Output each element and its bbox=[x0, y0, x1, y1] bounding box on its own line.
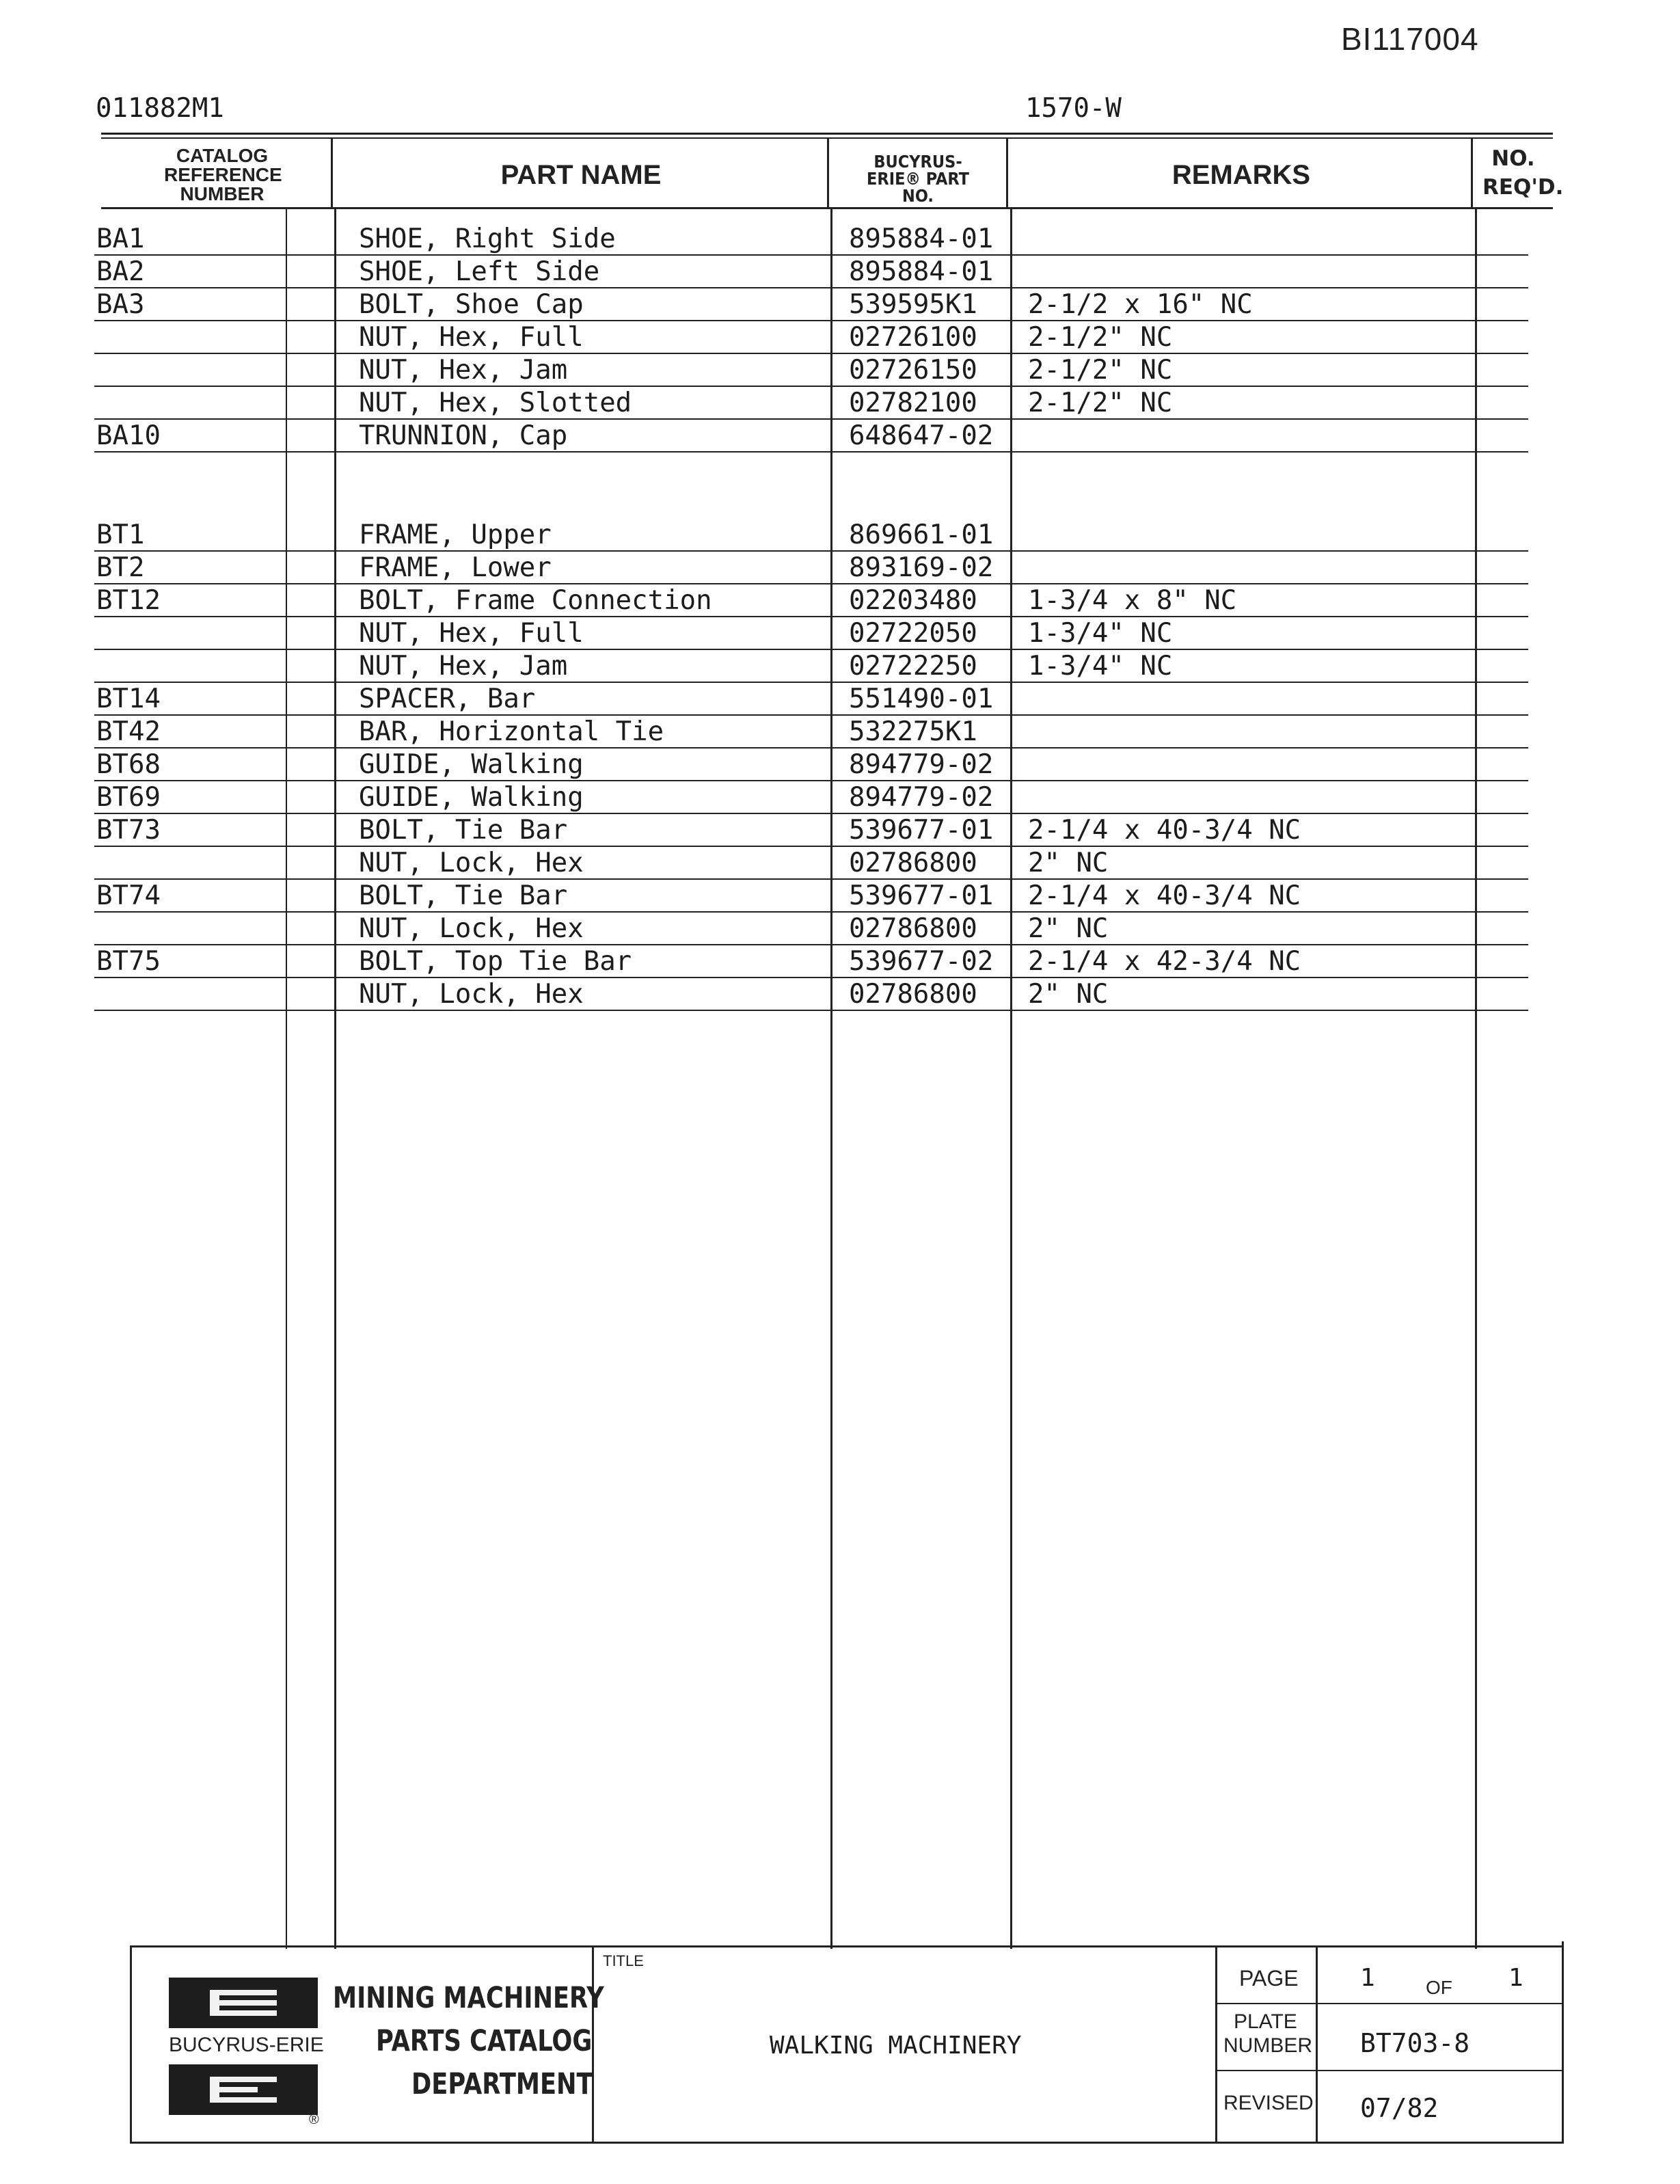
row-ref: BT68 bbox=[96, 749, 161, 780]
table-row-rule bbox=[94, 451, 1528, 453]
row-name: BOLT, Top Tie Bar bbox=[359, 946, 632, 977]
row-name: BOLT, Shoe Cap bbox=[359, 289, 584, 320]
row-remarks: 2-1/2" NC bbox=[1028, 388, 1173, 418]
header-divider-1 bbox=[331, 139, 333, 207]
row-remarks: 2-1/2" NC bbox=[1028, 355, 1173, 386]
row-name: SHOE, Right Side bbox=[359, 224, 616, 254]
row-name: FRAME, Upper bbox=[359, 520, 552, 550]
table-row-rule bbox=[94, 977, 1528, 978]
row-name: SHOE, Left Side bbox=[359, 256, 600, 287]
header-qty-label: NO. REQ'D. bbox=[1482, 146, 1564, 200]
registered-mark: ® bbox=[309, 2112, 319, 2127]
row-part: 539677-01 bbox=[849, 880, 994, 911]
row-name: TRUNNION, Cap bbox=[359, 420, 568, 451]
row-part: 895884-01 bbox=[849, 224, 994, 254]
row-part: 539677-01 bbox=[849, 815, 994, 846]
row-part: 02786800 bbox=[849, 979, 977, 1010]
table-row-rule bbox=[94, 550, 1528, 552]
row-name: BOLT, Tie Bar bbox=[359, 880, 568, 911]
plate-number: BT703-8 bbox=[1360, 2028, 1470, 2058]
row-ref: BT1 bbox=[96, 520, 145, 550]
table-row-rule bbox=[94, 911, 1528, 913]
row-ref: BA3 bbox=[96, 289, 145, 320]
header-catalog-ref-label: CATALOG REFERENCE NUMBER bbox=[164, 145, 282, 204]
logo-bar-5 bbox=[210, 2077, 277, 2082]
title-block-top bbox=[130, 1945, 1564, 1947]
title-block-right bbox=[1562, 1941, 1564, 2144]
table-row-rule bbox=[94, 846, 1528, 847]
row-part: 02786800 bbox=[849, 913, 977, 944]
title-block-div-1 bbox=[592, 1945, 594, 2144]
row-ref: BA10 bbox=[96, 420, 161, 451]
row-part: 894779-02 bbox=[849, 782, 994, 813]
bucyrus-erie-logo-top bbox=[169, 1978, 318, 2028]
header-remarks: REMARKS bbox=[1171, 160, 1311, 190]
row-remarks: 2-1/2 x 16" NC bbox=[1028, 289, 1253, 320]
col-line-part bbox=[830, 209, 832, 1949]
row-name: NUT, Hex, Slotted bbox=[359, 388, 632, 418]
row-name: NUT, Hex, Full bbox=[359, 322, 584, 353]
table-row-rule bbox=[94, 780, 1528, 781]
row-name: BOLT, Frame Connection bbox=[359, 585, 712, 616]
table-row-rule bbox=[94, 682, 1528, 683]
row-name: NUT, Hex, Full bbox=[359, 618, 584, 649]
header-bottom-rule bbox=[101, 207, 1553, 209]
table-row-rule bbox=[94, 944, 1528, 945]
page-number: 1 bbox=[1360, 1964, 1375, 1992]
bucyrus-erie-logo-bottom bbox=[169, 2064, 318, 2115]
row-part: 02203480 bbox=[849, 585, 977, 616]
col-line-ref bbox=[286, 209, 287, 1949]
header-divider-4 bbox=[1471, 139, 1473, 207]
dept-line-1: MINING MACHINERY bbox=[333, 1981, 604, 2015]
row-part: 02786800 bbox=[849, 848, 977, 878]
header-divider-3 bbox=[1006, 139, 1008, 207]
row-part: 02722050 bbox=[849, 618, 977, 649]
logo-bar-1 bbox=[210, 1990, 277, 1995]
row-name: NUT, Lock, Hex bbox=[359, 848, 584, 878]
row-name: NUT, Lock, Hex bbox=[359, 913, 584, 944]
header-qty bbox=[1472, 145, 1564, 202]
row-part: 551490-01 bbox=[849, 684, 994, 714]
col-line-name bbox=[334, 209, 336, 1949]
row-remarks: 1-3/4" NC bbox=[1028, 618, 1173, 649]
table-row-rule bbox=[94, 287, 1528, 288]
title-block-div-3 bbox=[1316, 1945, 1318, 2144]
revised-date: 07/82 bbox=[1360, 2093, 1439, 2123]
title-block-row-1 bbox=[1215, 2003, 1564, 2004]
company-name: BUCYRUS-ERIE bbox=[169, 2034, 324, 2056]
row-ref: BT12 bbox=[96, 585, 161, 616]
table-row-rule bbox=[94, 714, 1528, 716]
table-row-rule bbox=[94, 616, 1528, 617]
row-part: 893169-02 bbox=[849, 552, 994, 583]
row-part: 539595K1 bbox=[849, 289, 977, 320]
title-block-row-2 bbox=[1215, 2070, 1564, 2071]
table-row-rule bbox=[94, 747, 1528, 749]
row-part: 895884-01 bbox=[849, 256, 994, 287]
logo-bar-4 bbox=[210, 1990, 219, 2016]
title-block-div-2 bbox=[1215, 1945, 1217, 2144]
table-row-rule bbox=[94, 583, 1528, 584]
table-row-rule bbox=[94, 813, 1528, 814]
logo-bar-8 bbox=[210, 2077, 219, 2103]
row-ref: BT75 bbox=[96, 946, 161, 977]
row-ref: BA1 bbox=[96, 224, 145, 254]
row-name: GUIDE, Walking bbox=[359, 782, 584, 813]
row-remarks: 2-1/4 x 40-3/4 NC bbox=[1028, 815, 1301, 846]
table-row-rule bbox=[94, 878, 1528, 880]
table-row-rule bbox=[94, 254, 1528, 256]
row-part: 894779-02 bbox=[849, 749, 994, 780]
page-label: PAGE bbox=[1239, 1966, 1299, 1991]
document-title: WALKING MACHINERY bbox=[770, 2032, 1022, 2060]
row-name: FRAME, Lower bbox=[359, 552, 552, 583]
plate-label-1: PLATE bbox=[1234, 2010, 1297, 2033]
order-number: 011882M1 bbox=[96, 93, 224, 124]
header-divider-2 bbox=[827, 139, 829, 207]
row-part: 532275K1 bbox=[849, 716, 977, 747]
header-part-no-label: BUCYRUS-ERIE® PART NO. bbox=[867, 152, 969, 206]
logo-bar-2 bbox=[210, 2000, 277, 2006]
row-remarks: 2" NC bbox=[1028, 848, 1109, 878]
row-part: 539677-02 bbox=[849, 946, 994, 977]
row-name: BAR, Horizontal Tie bbox=[359, 716, 664, 747]
logo-bar-7 bbox=[210, 2097, 277, 2103]
table-row-rule bbox=[94, 320, 1528, 321]
row-ref: BT74 bbox=[96, 880, 161, 911]
row-remarks: 2" NC bbox=[1028, 979, 1109, 1010]
row-name: NUT, Lock, Hex bbox=[359, 979, 584, 1010]
row-part: 02726100 bbox=[849, 322, 977, 353]
title-label: TITLE bbox=[603, 1952, 644, 1969]
page-total: 1 bbox=[1508, 1964, 1523, 1992]
logo-bar-3 bbox=[210, 2010, 277, 2016]
page-of: OF bbox=[1426, 1977, 1452, 1998]
row-ref: BT73 bbox=[96, 815, 161, 846]
row-ref: BA2 bbox=[96, 256, 145, 287]
row-name: GUIDE, Walking bbox=[359, 749, 584, 780]
table-row-rule bbox=[94, 418, 1528, 420]
document-id: BI117004 bbox=[1341, 21, 1479, 57]
col-line-qty bbox=[1475, 209, 1477, 1949]
plate-label-2: NUMBER bbox=[1223, 2034, 1313, 2057]
title-block-bottom bbox=[130, 2142, 1564, 2144]
row-part: 02782100 bbox=[849, 388, 977, 418]
table-row-rule bbox=[94, 353, 1528, 354]
row-remarks: 2-1/4 x 42-3/4 NC bbox=[1028, 946, 1301, 977]
row-part: 02726150 bbox=[849, 355, 977, 386]
dept-line-3: DEPARTMENT bbox=[411, 2067, 593, 2101]
row-remarks: 1-3/4" NC bbox=[1028, 651, 1173, 682]
table-row-rule bbox=[94, 649, 1528, 650]
model-number: 1570-W bbox=[1025, 93, 1122, 124]
table-top-rule bbox=[101, 133, 1553, 135]
table-row-rule bbox=[94, 386, 1528, 387]
row-ref: BT2 bbox=[96, 552, 145, 583]
row-name: NUT, Hex, Jam bbox=[359, 355, 568, 386]
row-remarks: 1-3/4 x 8" NC bbox=[1028, 585, 1237, 616]
revised-label: REVISED bbox=[1223, 2092, 1314, 2114]
row-ref: BT14 bbox=[96, 684, 161, 714]
dept-line-2: PARTS CATALOG bbox=[376, 2024, 593, 2058]
row-part: 869661-01 bbox=[849, 520, 994, 550]
row-ref: BT42 bbox=[96, 716, 161, 747]
row-name: SPACER, Bar bbox=[359, 684, 536, 714]
header-catalog-ref bbox=[103, 146, 342, 204]
header-part-no bbox=[828, 153, 1007, 204]
row-name: BOLT, Tie Bar bbox=[359, 815, 568, 846]
row-remarks: 2-1/4 x 40-3/4 NC bbox=[1028, 880, 1301, 911]
col-line-remarks bbox=[1010, 209, 1012, 1949]
row-part: 02722250 bbox=[849, 651, 977, 682]
row-remarks: 2" NC bbox=[1028, 913, 1109, 944]
table-row-rule bbox=[94, 1010, 1528, 1011]
header-part-name: PART NAME bbox=[500, 160, 662, 190]
title-block-left bbox=[130, 1945, 132, 2144]
row-ref: BT69 bbox=[96, 782, 161, 813]
row-name: NUT, Hex, Jam bbox=[359, 651, 568, 682]
row-part: 648647-02 bbox=[849, 420, 994, 451]
row-remarks: 2-1/2" NC bbox=[1028, 322, 1173, 353]
